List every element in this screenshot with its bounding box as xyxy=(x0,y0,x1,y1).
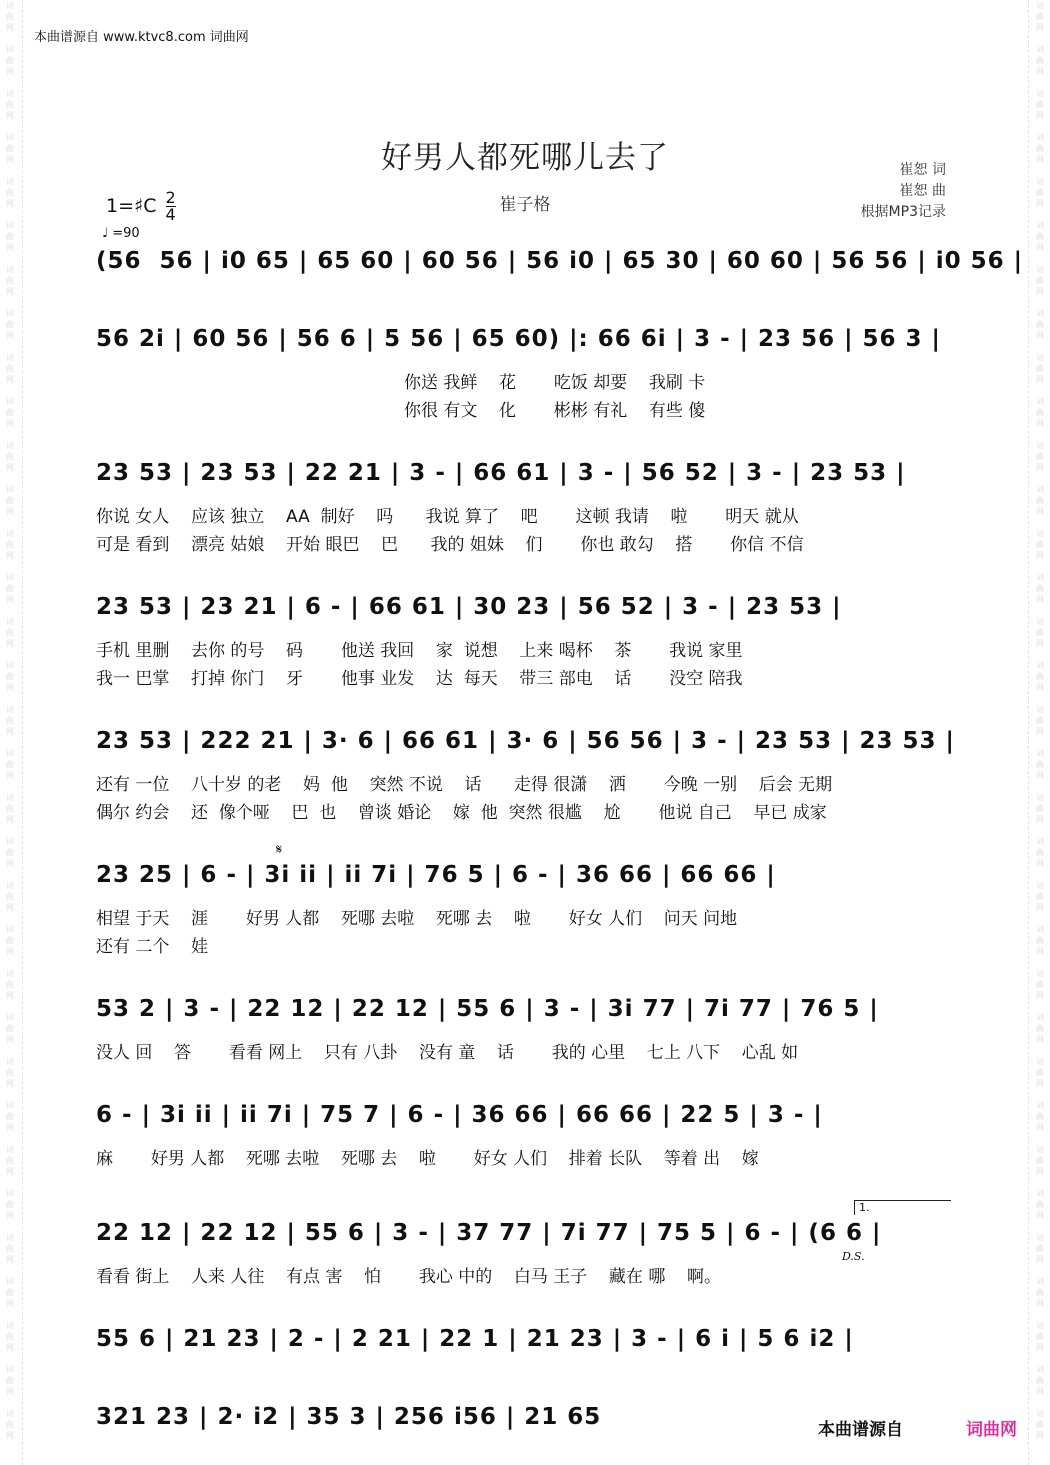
composer: 崔恕 曲 xyxy=(899,183,946,199)
segno-sign: 𝄋 xyxy=(276,842,283,858)
key-label: 1=♯C xyxy=(106,195,157,217)
score-line-8: 6 - | 3i ii | ii 7i | 75 7 | 6 - | 36 66 | 66 66 | 22 5 | 3 - | xyxy=(96,1102,823,1128)
tempo-mark: ♩ =90 xyxy=(102,226,140,241)
footer-site: 词曲网 xyxy=(966,1420,1017,1440)
lyrics-line-6a: 相望 于天 涯 好男 人都 死哪 去啦 死哪 去 啦 好女 人们 问天 问地 xyxy=(96,909,738,929)
footer-source: 本曲谱源自 xyxy=(818,1420,903,1440)
singer: 崔子格 xyxy=(499,195,551,215)
key-signature xyxy=(106,190,176,223)
score-line-10: 55 6 | 21 23 | 2 - | 2 21 | 22 1 | 21 23 | 3 - | 6 i | 5 6 i2 | xyxy=(96,1326,854,1352)
lyrics-line-4a: 手机 里删 去你 的号 码 他送 我回 家 说想 上来 喝杯 茶 我说 家里 xyxy=(96,641,743,661)
lyrics-line-7a: 没人 回 答 看看 网上 只有 八卦 没有 童 话 我的 心里 七上 八下 心乱 如 xyxy=(96,1043,799,1063)
lyrics-line-5b: 偶尔 约会 还 像个哑 巴 也 曾谈 婚论 嫁 他 突然 很尴 尬 他说 自己 早已 成家 xyxy=(96,803,827,823)
song-title: 好男人都死哪儿去了 xyxy=(381,140,669,176)
score-line-11: 321 23 | 2· i2 | 35 3 | 256 i56 | 21 65 xyxy=(96,1404,602,1430)
score-line-3: 23 53 | 23 53 | 22 21 | 3 - | 66 61 | 3 - | 56 52 | 3 - | 23 53 | xyxy=(96,460,906,486)
right-margin-line xyxy=(1028,0,1029,1465)
lyrics-line-3a: 你说 女人 应该 独立 AA 制好 吗 我说 算了 吧 这顿 我请 啦 明天 就从 xyxy=(96,507,799,527)
record-note: 根据MP3记录 xyxy=(860,204,946,220)
lyrics-line-2a: 你送 我鲜 花 吃饭 却要 我刷 卡 xyxy=(96,373,706,393)
lyrics-line-5a: 还有 一位 八十岁 的老 妈 他 突然 不说 话 走得 很潇 洒 今晚 一别 后会 无期 xyxy=(96,775,833,795)
side-watermark-right: 词 曲 网 词 曲 网 词 曲 网 词 曲 网 词 曲 网 词 曲 网 词 曲 网 词 曲 网 词 曲 网 词 曲 网 词 曲 网 词 曲 网 词 曲 网 词 曲 网 词 曲 网 词 曲 网 词 曲 网 词 曲 网 词 曲 网 词 曲 网 词 曲 网 词 曲 网 词 曲 网 词 曲 网 词 曲 网 词 曲 网 词 曲 网 词 曲 网 词 曲 网 词 曲 网 词 曲 网 词 曲 网 词 曲 网 xyxy=(1036,1,1044,1440)
score-line-2: 56 2i | 60 56 | 56 6 | 5 56 | 65 60) |: 66 6i | 3 - | 23 56 | 56 3 | xyxy=(96,326,941,352)
score-line-1: (56 56 | i0 65 | 65 60 | 60 56 | 56 i0 | 65 30 | 60 60 | 56 56 | i0 56 | xyxy=(96,248,1024,274)
credits xyxy=(861,160,946,223)
lyricist: 崔恕 词 xyxy=(899,162,946,178)
lyrics-line-6b: 还有 二个 娃 xyxy=(96,937,209,957)
lyrics-line-8a: 麻 好男 人都 死哪 去啦 死哪 去 啦 好女 人们 排着 长队 等着 出 嫁 xyxy=(96,1149,759,1169)
side-watermark-left: 词 曲 网 词 曲 网 词 曲 网 词 曲 网 词 曲 网 词 曲 网 词 曲 网 词 曲 网 词 曲 网 词 曲 网 词 曲 网 词 曲 网 词 曲 网 词 曲 网 词 曲 网 词 曲 网 词 曲 网 词 曲 网 词 曲 网 词 曲 网 词 曲 网 词 曲 网 词 曲 网 词 曲 网 词 曲 网 词 曲 网 词 曲 网 词 曲 网 词 曲 网 词 曲 网 词 曲 网 词 曲 网 词 曲 网 xyxy=(6,1,14,1440)
left-margin-line xyxy=(22,0,23,1465)
volta-bracket: 1. xyxy=(854,1200,951,1215)
source-header: 本曲谱源自 www.ktvc8.com 词曲网 xyxy=(34,30,249,45)
lyrics-line-3b: 可是 看到 漂亮 姑娘 开始 眼巴 巴 我的 姐妹 们 你也 敢勾 搭 你信 不信 xyxy=(96,535,804,555)
ds-mark: D.S. xyxy=(842,1250,865,1263)
score-line-5: 23 53 | 222 21 | 3· 6 | 66 61 | 3· 6 | 56 56 | 3 - | 23 53 | 23 53 | xyxy=(96,728,955,754)
time-signature: $\frac{2}{4}$ xyxy=(165,188,176,224)
score-line-6: 23 25 | 6 - | 3i ii | ii 7i | 76 5 | 6 - | 36 66 | 66 66 | xyxy=(96,862,776,888)
lyrics-line-4b: 我一 巴掌 打掉 你门 牙 他事 业发 达 每天 带三 部电 话 没空 陪我 xyxy=(96,669,743,689)
score-line-4: 23 53 | 23 21 | 6 - | 66 61 | 30 23 | 56 52 | 3 - | 23 53 | xyxy=(96,594,842,620)
lyrics-line-2b: 你很 有文 化 彬彬 有礼 有些 傻 xyxy=(96,401,706,421)
score-line-7: 53 2 | 3 - | 22 12 | 22 12 | 55 6 | 3 - | 3i 77 | 7i 77 | 76 5 | xyxy=(96,996,879,1022)
lyrics-line-9a: 看看 街上 人来 人往 有点 害 怕 我心 中的 白马 王子 藏在 哪 啊。 xyxy=(96,1267,721,1287)
score-line-9: 22 12 | 22 12 | 55 6 | 3 - | 37 77 | 7i 77 | 75 5 | 6 - | (6 6 | xyxy=(96,1220,882,1246)
